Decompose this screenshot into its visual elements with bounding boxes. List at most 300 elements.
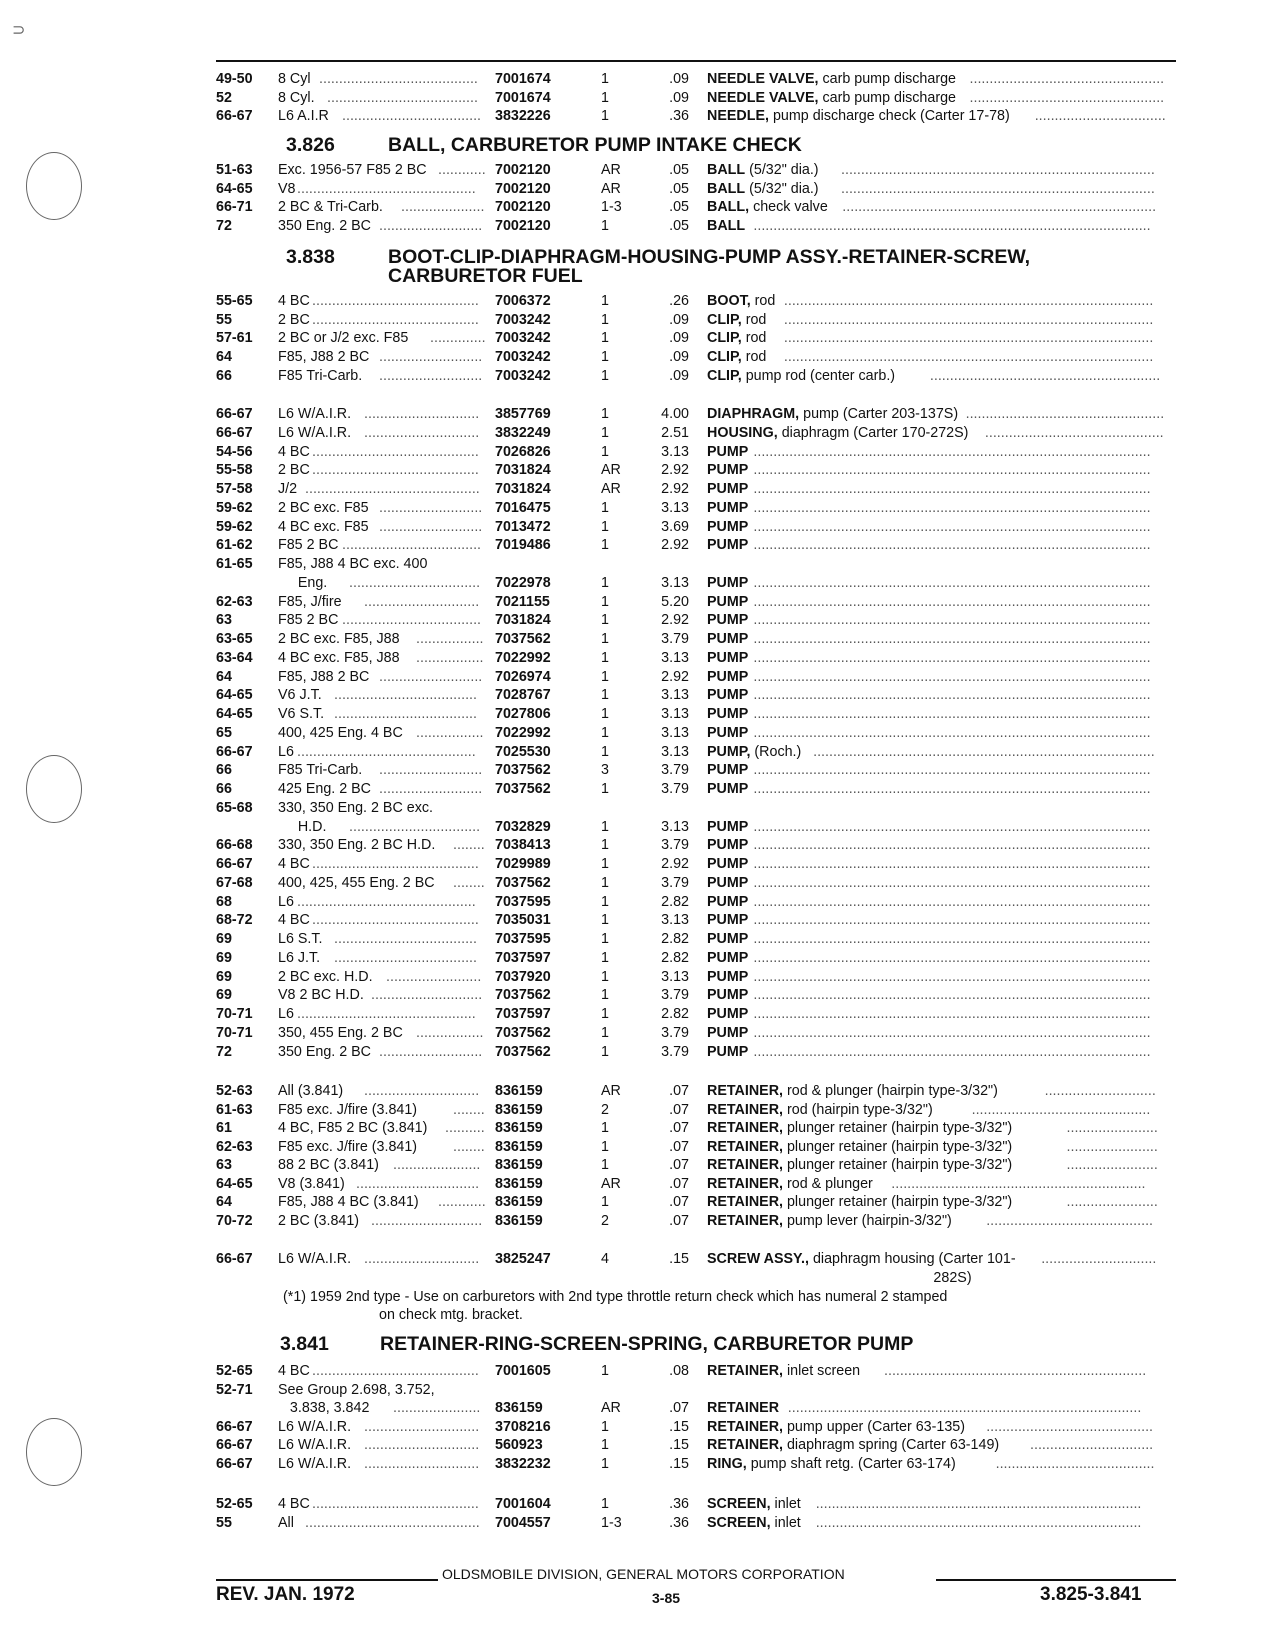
application-cell: All (3.841) bbox=[278, 1083, 344, 1099]
description-cell bbox=[707, 198, 828, 216]
description-cell bbox=[707, 499, 752, 517]
part-name: PUMP bbox=[707, 462, 749, 479]
part-number-cell: 3708216 bbox=[495, 1418, 551, 1435]
leader-dots: .................................................................................................... bbox=[753, 537, 1151, 554]
part-number-cell: 7021155 bbox=[495, 593, 550, 610]
application-cell: 2 BC exc. H.D. bbox=[278, 968, 373, 985]
part-description: pump discharge check (Carter 17-78) bbox=[772, 108, 1010, 125]
table-row bbox=[216, 461, 1176, 479]
leader-dots: .................................................................................................... bbox=[753, 687, 1151, 704]
part-number-cell: 7003242 bbox=[495, 330, 551, 347]
part-number-cell: 7037597 bbox=[495, 1006, 551, 1022]
year-cell: 64-65 bbox=[216, 687, 253, 704]
leader-dots: .................................................................................................... bbox=[753, 593, 1151, 610]
part-name: PUMP bbox=[707, 612, 749, 629]
price-cell: .09 bbox=[669, 311, 689, 328]
leader-dots: ................................................. bbox=[969, 89, 1165, 106]
part-number-cell: 7031824 bbox=[495, 462, 551, 479]
year-cell: 67-68 bbox=[216, 874, 253, 891]
table-row bbox=[216, 348, 1176, 366]
description-cell bbox=[707, 705, 752, 723]
part-number-cell: 7022978 bbox=[495, 574, 551, 591]
description-cell bbox=[707, 555, 711, 573]
application-cell: F85, J88 4 BC (3.841) bbox=[278, 1194, 419, 1210]
application-cell: L6 bbox=[278, 1006, 294, 1022]
leader-dots: ............................................................................................. bbox=[783, 349, 1154, 366]
price-cell: 3.13 bbox=[661, 724, 689, 741]
description-cell bbox=[707, 799, 711, 817]
price-cell: 3.79 bbox=[661, 781, 689, 797]
table-row bbox=[216, 836, 1176, 854]
leader-dots: ............................................................................... bbox=[841, 162, 1155, 178]
part-number-cell: 7003242 bbox=[495, 367, 551, 384]
price-cell: 3.69 bbox=[661, 518, 689, 535]
table-row bbox=[216, 1212, 1176, 1230]
quantity-cell: 1 bbox=[601, 856, 609, 872]
application-cell: 350, 455 Eng. 2 BC bbox=[278, 1024, 403, 1041]
leader-dots: ............................. bbox=[364, 593, 480, 610]
part-description: inlet bbox=[774, 1514, 801, 1531]
section-title-continued: CARBURETOR FUEL bbox=[388, 265, 583, 287]
leader-dots: .......................................... bbox=[312, 311, 479, 328]
price-cell: .05 bbox=[669, 180, 689, 197]
section-title: BALL, CARBURETOR PUMP INTAKE CHECK bbox=[388, 134, 802, 156]
part-description: carb pump discharge bbox=[822, 89, 956, 106]
description-cell bbox=[707, 424, 968, 442]
application-cell: 2 BC or J/2 exc. F85 bbox=[278, 330, 409, 347]
quantity-cell: 1 bbox=[601, 593, 609, 610]
quantity-cell: 1 bbox=[601, 424, 609, 441]
leader-dots: .................................................................................................... bbox=[753, 612, 1151, 629]
table-row bbox=[216, 593, 1176, 611]
part-number-cell: 836159 bbox=[495, 1400, 543, 1416]
table-row bbox=[216, 743, 1176, 761]
part-name: RETAINER, bbox=[707, 1418, 783, 1435]
part-name: PUMP bbox=[707, 818, 749, 835]
part-name: PUMP bbox=[707, 706, 749, 722]
price-cell: .09 bbox=[669, 367, 689, 384]
part-number-cell: 836159 bbox=[495, 1194, 543, 1210]
punch-hole-middle bbox=[26, 755, 82, 823]
year-cell: 69 bbox=[216, 931, 232, 947]
price-cell: 2.82 bbox=[661, 893, 689, 910]
application-cell: L6 W/A.I.R. bbox=[278, 1251, 352, 1267]
year-cell: 64-65 bbox=[216, 180, 253, 197]
leader-dots: ............................................. bbox=[297, 893, 476, 910]
price-cell: 3.13 bbox=[661, 818, 689, 835]
quantity-cell: 1 bbox=[601, 893, 609, 910]
part-name: PUMP bbox=[707, 987, 749, 1004]
leader-dots: .......................... bbox=[379, 518, 483, 535]
leader-dots: .................................................................................................... bbox=[753, 837, 1151, 854]
part-name: BALL bbox=[707, 180, 746, 197]
description-cell bbox=[707, 649, 752, 667]
leader-dots: ....................... bbox=[1066, 1138, 1158, 1155]
application-cell: 4 BC exc. F85, J88 bbox=[278, 649, 400, 666]
year-cell: 66-67 bbox=[216, 108, 253, 125]
part-name: PUMP bbox=[707, 649, 749, 666]
leader-dots: ............................................................................... bbox=[841, 180, 1155, 197]
quantity-cell: 1 bbox=[601, 537, 609, 554]
part-name: PUMP bbox=[707, 443, 749, 460]
application-cell: 2 BC bbox=[278, 462, 310, 479]
part-number-cell: 7037595 bbox=[495, 893, 551, 910]
quantity-cell: 1 bbox=[601, 724, 609, 741]
year-cell: 64 bbox=[216, 668, 232, 685]
part-name: SCREEN, bbox=[707, 1496, 771, 1512]
year-cell: 66-67 bbox=[216, 1437, 253, 1453]
description-cell bbox=[707, 630, 752, 648]
price-cell: 5.20 bbox=[661, 593, 689, 610]
leader-dots: .................................................................................................... bbox=[753, 499, 1151, 516]
description-cell bbox=[707, 1514, 801, 1532]
description-cell bbox=[707, 743, 801, 761]
leader-dots: .................................................................................................... bbox=[753, 818, 1151, 835]
description-cell bbox=[707, 348, 766, 366]
table-row bbox=[216, 1269, 1176, 1287]
application-cell: H.D. bbox=[278, 818, 327, 835]
description-cell bbox=[707, 1005, 752, 1023]
quantity-cell: AR bbox=[601, 180, 621, 197]
part-name: PUMP bbox=[707, 762, 749, 779]
leader-dots: .................................................................................................... bbox=[753, 856, 1151, 872]
application-cell: 3.838, 3.842 bbox=[278, 1400, 370, 1416]
year-cell: 69 bbox=[216, 987, 232, 1004]
table-row bbox=[216, 329, 1176, 347]
leader-dots: ................................. bbox=[1034, 108, 1166, 125]
quantity-cell: 1 bbox=[601, 89, 609, 106]
application-cell: L6 W/A.I.R. bbox=[278, 1437, 352, 1453]
application-cell: 4 BC, F85 2 BC (3.841) bbox=[278, 1120, 428, 1136]
year-cell: 57-58 bbox=[216, 481, 253, 497]
description-cell bbox=[707, 461, 752, 479]
application-cell: F85 Tri-Carb. bbox=[278, 762, 363, 779]
application-cell: F85 Tri-Carb. bbox=[278, 367, 363, 384]
quantity-cell: AR bbox=[601, 462, 621, 479]
leader-dots: .................................................................................................... bbox=[753, 462, 1151, 479]
year-cell: 55 bbox=[216, 1514, 232, 1531]
application-cell: V6 J.T. bbox=[278, 687, 322, 704]
year-cell: 66-67 bbox=[216, 1418, 253, 1435]
description-cell bbox=[707, 1362, 860, 1380]
year-cell: 69 bbox=[216, 968, 232, 985]
part-name: RETAINER, bbox=[707, 1101, 783, 1118]
part-number-cell: 836159 bbox=[495, 1212, 543, 1229]
quantity-cell: 1 bbox=[601, 837, 609, 854]
part-number-cell: 7002120 bbox=[495, 218, 551, 235]
leader-dots: .................................................................................................... bbox=[753, 874, 1151, 891]
price-cell: .15 bbox=[669, 1455, 689, 1472]
table-row bbox=[216, 1005, 1176, 1023]
leader-dots: .................................................. bbox=[965, 406, 1165, 422]
footer-section-range: 3.825-3.841 bbox=[1040, 1584, 1142, 1605]
part-description: plunger retainer (hairpin type-3/32") bbox=[786, 1194, 1013, 1210]
quantity-cell: 1 bbox=[601, 1496, 609, 1512]
table-row bbox=[216, 518, 1176, 536]
table-row bbox=[216, 424, 1176, 442]
table-row bbox=[216, 630, 1176, 648]
leader-dots: .......................... bbox=[379, 1043, 483, 1060]
price-cell: 2.82 bbox=[661, 931, 689, 947]
description-cell bbox=[707, 1119, 1012, 1137]
description-cell bbox=[707, 574, 752, 592]
part-number-cell: 7028767 bbox=[495, 687, 551, 704]
part-description: rod (hairpin type-3/32") bbox=[786, 1101, 933, 1118]
part-number-cell: 836159 bbox=[495, 1157, 543, 1173]
year-cell: 69 bbox=[216, 949, 232, 966]
description-cell bbox=[707, 89, 956, 107]
part-number-cell: 3832232 bbox=[495, 1455, 551, 1472]
description-cell bbox=[707, 668, 752, 686]
description-cell bbox=[707, 405, 958, 423]
leader-dots: .......................................... bbox=[986, 1212, 1154, 1229]
part-description: rod bbox=[745, 330, 767, 347]
application-cell: L6 J.T. bbox=[278, 949, 321, 966]
table-row bbox=[216, 499, 1176, 517]
year-cell: 66-67 bbox=[216, 424, 253, 441]
part-number-cell: 7022992 bbox=[495, 724, 551, 741]
description-cell bbox=[707, 1269, 972, 1287]
part-name: RETAINER, bbox=[707, 1194, 783, 1210]
leader-dots: ....................... bbox=[1066, 1120, 1158, 1136]
description-cell bbox=[707, 761, 752, 779]
year-cell: 63-65 bbox=[216, 631, 253, 647]
application-cell: Eng. bbox=[278, 574, 328, 591]
part-name: PUMP bbox=[707, 781, 749, 797]
table-row bbox=[216, 911, 1176, 929]
year-cell: 63-64 bbox=[216, 649, 253, 666]
part-name: RETAINER, bbox=[707, 1437, 783, 1453]
description-cell bbox=[707, 1436, 999, 1454]
price-cell: .36 bbox=[669, 108, 689, 125]
quantity-cell: 1 bbox=[601, 1363, 609, 1379]
part-name: BALL bbox=[707, 218, 746, 235]
table-row bbox=[216, 761, 1176, 779]
part-name: PUMP bbox=[707, 499, 749, 516]
quantity-cell: 1 bbox=[601, 1120, 609, 1136]
leader-dots: .......................................... bbox=[312, 912, 479, 929]
year-cell: 51-63 bbox=[216, 162, 253, 178]
leader-dots: .......................... bbox=[379, 668, 483, 685]
table-row bbox=[216, 1399, 1176, 1417]
part-name: PUMP bbox=[707, 631, 749, 647]
application-cell: 4 BC bbox=[278, 293, 310, 309]
top-rule bbox=[216, 60, 1176, 62]
table-row bbox=[216, 893, 1176, 911]
table-row bbox=[216, 1193, 1176, 1211]
leader-dots: ............................................. bbox=[297, 1006, 476, 1022]
year-cell: 64-65 bbox=[216, 706, 253, 722]
part-number-cell: 836159 bbox=[495, 1101, 543, 1118]
leader-dots: ............................. bbox=[364, 1251, 480, 1267]
quantity-cell: 1 bbox=[601, 1437, 609, 1453]
leader-dots: .......................................... bbox=[312, 443, 479, 460]
year-cell: 72 bbox=[216, 218, 232, 235]
leader-dots: .............. bbox=[430, 330, 486, 347]
part-description: plunger retainer (hairpin type-3/32") bbox=[786, 1157, 1013, 1173]
part-name: PUMP bbox=[707, 593, 749, 610]
table-row bbox=[216, 818, 1176, 836]
table-row bbox=[216, 107, 1176, 125]
leader-dots: .................................................................. bbox=[884, 1363, 1147, 1379]
application-cell: 4 BC bbox=[278, 912, 310, 929]
application-cell: 4 BC bbox=[278, 443, 310, 460]
table-row bbox=[216, 1436, 1176, 1454]
description-cell bbox=[707, 855, 752, 873]
price-cell: 3.13 bbox=[661, 443, 689, 460]
table-row bbox=[216, 1082, 1176, 1100]
quantity-cell: AR bbox=[601, 1400, 621, 1416]
year-cell: 65-68 bbox=[216, 799, 253, 816]
description-cell bbox=[707, 986, 752, 1004]
leader-dots: ............................................. bbox=[297, 180, 476, 197]
leader-dots: ............................................................................................. bbox=[783, 330, 1154, 347]
quantity-cell: 1 bbox=[601, 574, 609, 591]
price-cell: .07 bbox=[669, 1175, 689, 1192]
price-cell: .15 bbox=[669, 1418, 689, 1435]
year-cell: 62-63 bbox=[216, 593, 253, 610]
quantity-cell: 4 bbox=[601, 1251, 609, 1267]
quantity-cell: 1 bbox=[601, 367, 609, 384]
description-cell bbox=[707, 1418, 965, 1436]
application-cell: L6 W/A.I.R. bbox=[278, 1418, 352, 1435]
part-name: NEEDLE VALVE, bbox=[707, 89, 819, 106]
table-row bbox=[216, 89, 1176, 107]
price-cell: 4.00 bbox=[661, 406, 689, 422]
year-cell: 59-62 bbox=[216, 518, 253, 535]
quantity-cell: 1 bbox=[601, 293, 609, 309]
leader-dots: .......................................... bbox=[312, 1496, 479, 1512]
description-cell bbox=[707, 1101, 933, 1119]
price-cell: 2.92 bbox=[661, 462, 689, 479]
leader-dots: .................................................................................................... bbox=[753, 987, 1151, 1004]
part-name: SCREW ASSY., bbox=[707, 1251, 809, 1267]
year-cell: 66-68 bbox=[216, 837, 253, 854]
year-cell: 55-65 bbox=[216, 293, 253, 309]
part-name: RETAINER bbox=[707, 1400, 780, 1416]
punch-hole-bottom bbox=[26, 1418, 82, 1486]
quantity-cell: AR bbox=[601, 162, 621, 178]
leader-dots: ............................. bbox=[364, 1083, 480, 1099]
part-description: (5/32" dia.) bbox=[749, 162, 819, 178]
part-name: PUMP, bbox=[707, 743, 751, 760]
leader-dots: ............................................. bbox=[297, 743, 476, 760]
year-cell: 66-67 bbox=[216, 1251, 253, 1267]
leader-dots: .......................... bbox=[379, 762, 483, 779]
application-cell: 4 BC bbox=[278, 1496, 310, 1512]
description-cell bbox=[707, 818, 752, 836]
leader-dots: ............................................. bbox=[971, 1101, 1151, 1118]
application-cell: L6 A.I.R bbox=[278, 108, 329, 125]
application-cell: All bbox=[278, 1514, 294, 1531]
leader-dots: ............................. bbox=[364, 406, 480, 422]
part-number-cell: 7037595 bbox=[495, 931, 551, 947]
part-number-cell: 3832226 bbox=[495, 108, 551, 125]
part-number-cell: 836159 bbox=[495, 1120, 543, 1136]
part-name: PUMP bbox=[707, 931, 749, 947]
application-cell: F85, J/fire bbox=[278, 593, 342, 610]
price-cell: .05 bbox=[669, 199, 689, 216]
description-cell bbox=[707, 949, 752, 967]
price-cell: .08 bbox=[669, 1363, 689, 1379]
application-cell: 4 BC exc. F85 bbox=[278, 518, 369, 535]
year-cell: 61-63 bbox=[216, 1101, 253, 1118]
year-cell: 70-71 bbox=[216, 1006, 253, 1022]
table-row bbox=[216, 574, 1176, 592]
part-name: PUMP bbox=[707, 837, 749, 854]
application-cell: F85, J88 4 BC exc. 400 bbox=[278, 556, 428, 572]
description-cell bbox=[707, 1082, 998, 1100]
part-name: PUMP bbox=[707, 668, 749, 685]
leader-dots: ............................ bbox=[1044, 1083, 1156, 1099]
year-cell: 66-67 bbox=[216, 406, 253, 422]
price-cell: .09 bbox=[669, 89, 689, 106]
quantity-cell: 1 bbox=[601, 71, 609, 87]
table-row bbox=[216, 1138, 1176, 1156]
price-cell: .09 bbox=[669, 71, 689, 87]
quantity-cell: 1 bbox=[601, 949, 609, 966]
application-cell: J/2 bbox=[278, 481, 298, 497]
part-description: check valve bbox=[753, 199, 828, 216]
leader-dots: .................................................................................................... bbox=[753, 518, 1151, 535]
description-cell bbox=[707, 611, 752, 629]
footnote-line2: on check mtg. bracket. bbox=[379, 1307, 523, 1323]
part-number-cell: 7032829 bbox=[495, 818, 551, 835]
leader-dots: ....................... bbox=[1066, 1194, 1158, 1210]
table-row bbox=[216, 555, 1176, 573]
table-row bbox=[216, 1362, 1176, 1380]
leader-dots: ............................................ bbox=[305, 1514, 480, 1531]
application-cell: Exc. 1956-57 F85 2 BC bbox=[278, 162, 427, 178]
table-row bbox=[216, 198, 1176, 216]
part-name: RETAINER, bbox=[707, 1083, 783, 1099]
leader-dots: .................................................................................................... bbox=[753, 762, 1151, 779]
section-title: BOOT-CLIP-DIAPHRAGM-HOUSING-PUMP ASSY.-RETAINER-SCREW, bbox=[388, 246, 1031, 268]
table-row bbox=[216, 1101, 1176, 1119]
part-name: PUMP bbox=[707, 537, 749, 554]
leader-dots: .......................... bbox=[379, 367, 483, 384]
year-cell: 66 bbox=[216, 762, 232, 779]
quantity-cell: 1 bbox=[601, 1006, 609, 1022]
application-cell: 2 BC exc. F85, J88 bbox=[278, 631, 400, 647]
price-cell: .09 bbox=[669, 330, 689, 347]
description-cell bbox=[707, 1381, 711, 1399]
application-cell: 4 BC bbox=[278, 1363, 310, 1379]
quantity-cell: 2 bbox=[601, 1101, 609, 1118]
quantity-cell: 1 bbox=[601, 668, 609, 685]
part-name: CLIP, bbox=[707, 367, 742, 384]
part-number-cell: 7001604 bbox=[495, 1496, 551, 1512]
part-name: HOUSING, bbox=[707, 424, 778, 441]
leader-dots: ............................... bbox=[1030, 1437, 1154, 1453]
leader-dots: .................................................................................................... bbox=[753, 724, 1151, 741]
part-number-cell: 7016475 bbox=[495, 499, 551, 516]
leader-dots: ............................................................................... bbox=[842, 199, 1157, 216]
description-cell bbox=[707, 480, 752, 498]
price-cell: .07 bbox=[669, 1083, 689, 1099]
part-description: plunger retainer (hairpin type-3/32") bbox=[786, 1120, 1013, 1136]
table-row bbox=[216, 930, 1176, 948]
table-row bbox=[216, 405, 1176, 423]
table-row bbox=[216, 1119, 1176, 1137]
part-description: rod bbox=[745, 311, 767, 328]
description-cell bbox=[707, 161, 819, 179]
part-number-cell: 3857769 bbox=[495, 406, 551, 422]
application-cell: 88 2 BC (3.841) bbox=[278, 1157, 379, 1173]
part-number-cell: 7027806 bbox=[495, 706, 551, 722]
part-description: inlet screen bbox=[786, 1363, 861, 1379]
quantity-cell: 1-3 bbox=[601, 199, 622, 216]
